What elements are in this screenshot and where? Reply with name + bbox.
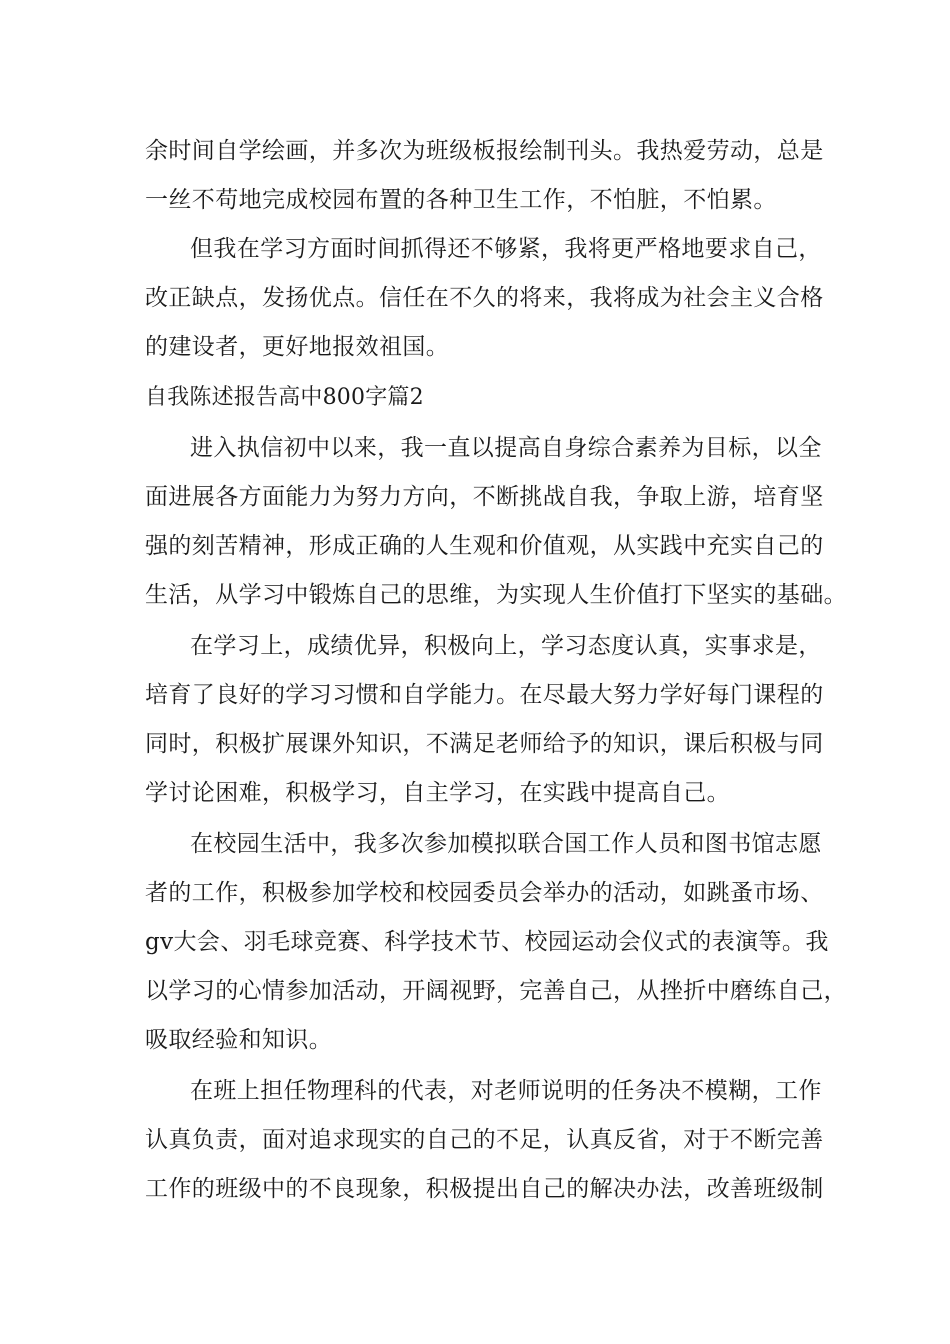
text-line: 一丝不苟地完成校园布置的各种卫生工作，不怕脏，不怕累。 (145, 187, 777, 213)
text-line: 改正缺点，发扬优点。信任在不久的将来，我将成为社会主义合格 (145, 285, 824, 311)
paragraph-first-line: 进入执信初中以来，我一直以提高自身综合素养为目标，以全 (190, 435, 822, 461)
text-line: 认真负责，面对追求现实的自己的不足，认真反省，对于不断完善 (145, 1127, 824, 1153)
text-line: 余时间自学绘画，并多次为班级板报绘制刊头。我热爱劳动，总是 (145, 138, 824, 164)
paragraph-first-line: 但我在学习方面时间抓得还不够紧，我将更严格地要求自己， (190, 236, 822, 262)
paragraph-first-line: 在学习上，成绩优异，积极向上，学习态度认真，实事求是， (190, 633, 822, 659)
text-line: 以学习的心情参加活动，开阔视野，完善自己，从挫折中磨练自己， (145, 978, 847, 1004)
text-line: 的建设者，更好地报效祖国。 (145, 334, 450, 360)
paragraph-first-line: 在班上担任物理科的代表，对老师说明的任务决不模糊，工作 (190, 1078, 822, 1104)
text-line: 面进展各方面能力为努力方向，不断挑战自我，争取上游，培育坚 (145, 484, 824, 510)
paragraph-first-line: 在校园生活中，我多次参加模拟联合国工作人员和图书馆志愿 (190, 831, 822, 857)
text-line: 者的工作，积极参加学校和校园委员会举办的活动，如跳蚤市场、 (145, 880, 824, 906)
text-line: 强的刻苦精神，形成正确的人生观和价值观，从实践中充实自己的 (145, 533, 824, 559)
section-heading: 自我陈述报告高中800字篇2 (145, 385, 424, 410)
text-line: 学讨论困难，积极学习，自主学习，在实践中提高自己。 (145, 780, 730, 806)
text-line: 同时，积极扩展课外知识，不满足老师给予的知识，课后积极与同 (145, 731, 824, 757)
text-line: 工作的班级中的不良现象，积极提出自己的解决办法，改善班级制 (145, 1176, 824, 1202)
text-line: 吸取经验和知识。 (145, 1027, 333, 1053)
text-line: gv大会、羽毛球竞赛、科学技术节、校园运动会仪式的表演等。我 (145, 929, 829, 955)
text-line: 生活，从学习中锻炼自己的思维，为实现人生价值打下坚实的基础。 (145, 582, 847, 608)
text-line: 培育了良好的学习习惯和自学能力。在尽最大努力学好每门课程的 (145, 682, 824, 708)
